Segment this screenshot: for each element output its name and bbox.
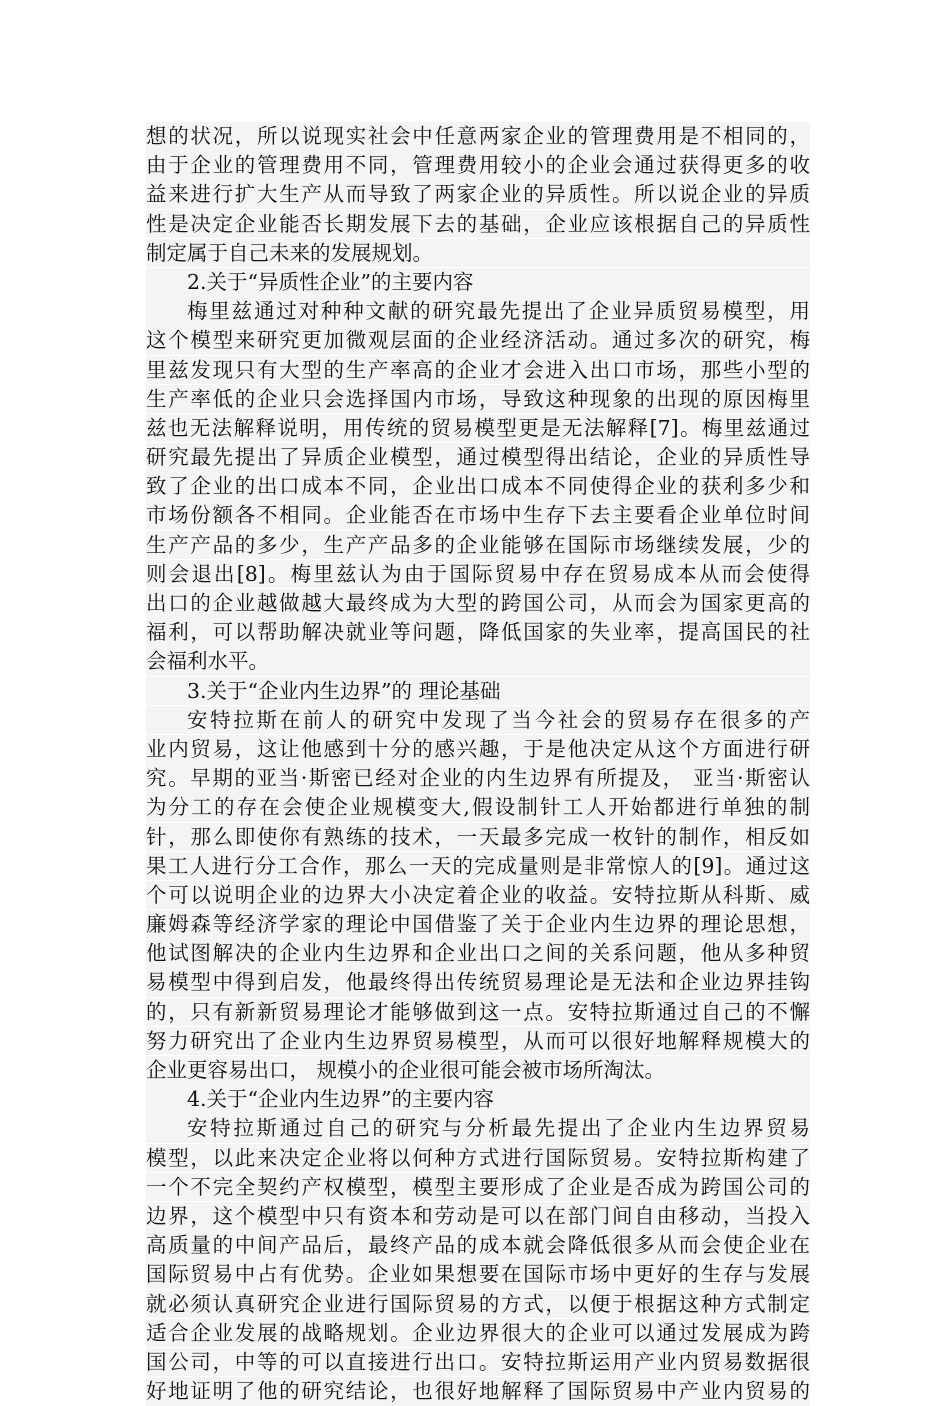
text-line: 适合企业发展的战略规划。企业边界很大的企业可以通过发展成为跨 — [146, 1319, 810, 1348]
text-line: 研究最先提出了异质企业模型，通过模型得出结论，企业的异质性导 — [146, 443, 810, 472]
text-line: 为分工的存在会使企业规模变大,假设制针工人开始都进行单独的制 — [146, 793, 810, 822]
text-line: 一个不完全契约产权模型，模型主要形成了企业是否成为跨国公司的 — [146, 1173, 810, 1202]
text-line: 则会退出[8]。梅里兹认为由于国际贸易中存在贸易成本从而会使得 — [146, 560, 810, 589]
text-line: 个可以说明企业的边界大小决定着企业的收益。安特拉斯从科斯、威 — [146, 881, 810, 910]
body-paragraph — [146, 706, 810, 1085]
text-line: 致了企业的出口成本不同，企业出口成本不同使得企业的获利多少和 — [146, 472, 810, 501]
text-line: 出口的企业越做越大最终成为大型的跨国公司，从而会为国家更高的 — [146, 589, 810, 618]
text-line: 里兹发现只有大型的生产率高的企业才会进入出口市场，那些小型的 — [146, 356, 810, 385]
text-line: 他试图解决的企业内生边界和企业出口之间的关系问题，他从多种贸 — [146, 939, 810, 968]
text-line: 模型，以此来决定企业将以何种方式进行国际贸易。安特拉斯构建了 — [146, 1144, 810, 1173]
text-line: 生产产品的多少，生产产品多的企业能够在国际市场继续发展，少的 — [146, 531, 810, 560]
text-line: 想的状况，所以说现实社会中任意两家企业的管理费用是不相同的， — [146, 122, 810, 151]
text-line: 果工人进行分工合作，那么一天的完成量则是非常惊人的[9]。通过这 — [146, 852, 810, 881]
heading-text: 4.关于“企业内生边界”的主要内容 — [146, 1085, 810, 1114]
text-line: 安特拉斯通过自己的研究与分析最先提出了企业内生边界贸易 — [146, 1114, 810, 1143]
text-line: 廉姆森等经济学家的理论中国借鉴了关于企业内生边界的理论思想， — [146, 910, 810, 939]
section-heading — [146, 1085, 810, 1114]
text-line: 企业更容易出口， 规模小的企业很可能会被市场所淘汰。 — [146, 1056, 810, 1085]
text-line: 会福利水平。 — [146, 647, 810, 676]
text-line: 努力研究出了企业内生边界贸易模型，从而可以很好地解释规模大的 — [146, 1027, 810, 1056]
text-line: 益来进行扩大生产从而导致了两家企业的异质性。所以说企业的异质 — [146, 180, 810, 209]
text-line: 针，那么即使你有熟练的技术，一天最多完成一枚针的制作，相反如 — [146, 823, 810, 852]
text-line: 就必须认真研究企业进行国际贸易的方式，以便于根据这种方式制定 — [146, 1290, 810, 1319]
text-line: 究。早期的亚当·斯密已经对企业的内生边界有所提及， 亚当·斯密认 — [146, 764, 810, 793]
heading-text: 3.关于“企业内生边界”的 理论基础 — [146, 677, 810, 706]
text-line: 易模型中得到启发，他最终得出传统贸易理论是无法和企业边界挂钩 — [146, 968, 810, 997]
text-line: 这个模型来研究更加微观层面的企业经济活动。通过多次的研究，梅 — [146, 326, 810, 355]
heading-text: 2.关于“异质性企业”的主要内容 — [146, 268, 810, 297]
text-line: 生产率低的企业只会选择国内市场，导致这种现象的出现的原因梅里 — [146, 385, 810, 414]
document-body — [146, 122, 810, 1406]
text-line: 安特拉斯在前人的研究中发现了当今社会的贸易存在很多的产 — [146, 706, 810, 735]
text-line: 梅里兹通过对种种文献的研究最先提出了企业异质贸易模型，用 — [146, 297, 810, 326]
text-line: 边界，这个模型中只有资本和劳动是可以在部门间自由移动，当投入 — [146, 1202, 810, 1231]
body-paragraph — [146, 122, 810, 267]
body-paragraph — [146, 1114, 810, 1405]
text-line: 国公司，中等的可以直接进行出口。安特拉斯运用产业内贸易数据很 — [146, 1348, 810, 1377]
body-paragraph — [146, 297, 810, 676]
text-line: 市场份额各不相同。企业能否在市场中生存下去主要看企业单位时间 — [146, 501, 810, 530]
section-heading — [146, 677, 810, 706]
text-line: 制定属于自己未来的发展规划。 — [146, 239, 810, 268]
text-line: 福利，可以帮助解决就业等问题，降低国家的失业率，提高国民的社 — [146, 618, 810, 647]
text-line: 的，只有新新贸易理论才能够做到这一点。安特拉斯通过自己的不懈 — [146, 998, 810, 1027]
text-line: 性是决定企业能否长期发展下去的基础，企业应该根据自己的异质性 — [146, 210, 810, 239]
text-line: 兹也无法解释说明，用传统的贸易模型更是无法解释[7]。梅里兹通过 — [146, 414, 810, 443]
text-line: 业内贸易，这让他感到十分的感兴趣，于是他决定从这个方面进行研 — [146, 735, 810, 764]
text-line: 国际贸易中占有优势。企业如果想要在国际市场中更好的生存与发展 — [146, 1260, 810, 1289]
text-line: 好地证明了他的研究结论，也很好地解释了国际贸易中产业内贸易的 — [146, 1377, 810, 1406]
text-line: 由于企业的管理费用不同，管理费用较小的企业会通过获得更多的收 — [146, 151, 810, 180]
section-heading — [146, 268, 810, 297]
text-line: 高质量的中间产品后，最终产品的成本就会降低很多从而会使企业在 — [146, 1231, 810, 1260]
